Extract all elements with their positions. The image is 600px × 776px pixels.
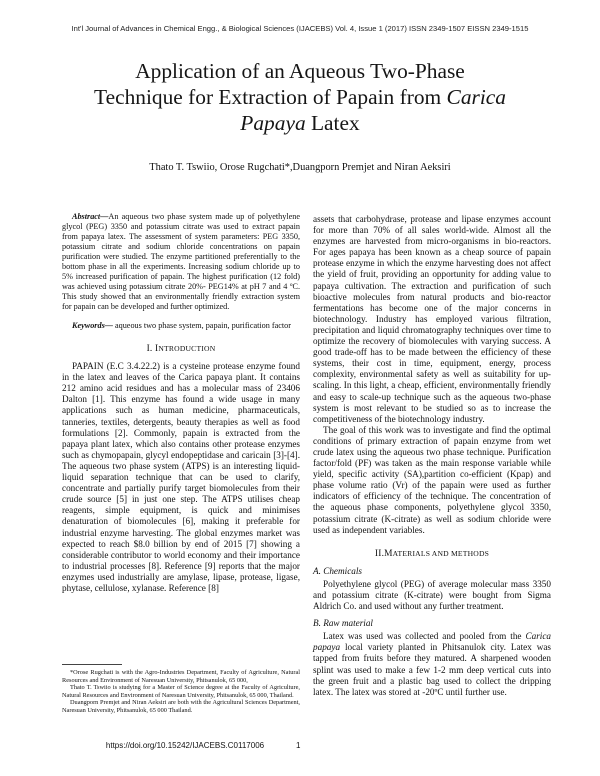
right-column <box>313 214 551 698</box>
page-number: 1 <box>296 741 301 750</box>
footnote-rule <box>62 664 122 665</box>
section-2-title: ATERIALS AND METHODS <box>392 548 490 558</box>
keywords <box>62 321 300 331</box>
title-line-3: Latex <box>305 111 360 135</box>
title-line-2: Technique for Extraction of Papain from <box>94 85 447 109</box>
raw-material-paragraph <box>313 631 551 698</box>
keywords-text: aqueous two phase system, papain, purification factor <box>112 321 291 330</box>
section-2-numeral: II.M <box>374 548 393 559</box>
footnote-3: Duangporn Premjet and Niran Aeksiri are both with the Agricultural Sciences Department, Naresuan University, Phitsanulok, 65 000 Thailand. <box>62 699 300 714</box>
abstract-text: An aqueous two phase system made up of polyethylene glycol (PEG) 3350 and potassium citrate was used to extract papain from papaya latex. The assessment of system parameters: PEG 3350, potassium citrate and sodium chloride concentrations on papain purification were studied. The enzyme partitioned preferentially to the bottom phase in all the experiments. Increasing sodium chloride up to 5% increased purification of papain. The highest purification (12 fold) was achieved using potassium citrate 20%- PEG14% at pH 7 and 4 ºC. This study showed that an environmentally friendly extraction system for papain can be developed and further optimized. <box>62 212 300 311</box>
raw-material-species: Carica papaya <box>313 631 551 653</box>
section-heading-materials <box>313 548 551 560</box>
abstract-label: Abstract— <box>72 212 109 221</box>
doi-link[interactable]: https://doi.org/10.15242/IJACEBS.C0117006 <box>105 741 265 750</box>
chemicals-paragraph: Polyethylene glycol (PEG) of average molecular mass 3350 and potassium citrate (K-citrate) were bought from Sigma Aldrich Co. and used without any further treatment. <box>313 578 551 612</box>
footnote-2: Thato T. Tswiio is studying for a Master of Science degree at the Faculty of Agriculture, Natural Resources and Environment of Naresuan University, Phitsanulok, 65 000, Thailand. <box>62 684 300 699</box>
introduction-paragraph: PAPAIN (E.C 3.4.22.2) is a cysteine protease enzyme found in the latex and leaves of the Carica papaya plant. It contains 212 amino acid residues and has a molecular mass of 23406 Dalton [1]. This enzyme has found a wide usage in many applications such as human medicine, pharmaceuticals, tanneries, textiles, detergents, beauty therapies as well as food formulations [2]. Commonly, papain is extracted from the papaya plant latex, which also contains other protease enzymes such as chymopapain, glycyl endopeptidase and caricain [3]-[4]. The aqueous two phase system (ATPS) is an interesting liquid-liquid separation technique that can be used to clarify, concentrate and partially purify target biomolecules from their crude source [5] in just one step. The ATPS utilises cheap reagents, simple equipment, is quick and minimises denaturation of biomolecules [6], making it preferable for industrial enzyme harvesting. The global enzymes market was expected to reach $8.0 billion by end of 2015 [7] showing a considerable contributor to world economy and their importance to industrial processes [8]. Reference [9] reports that the major enzymes used industrially are amylase, lipase, protease, ligase, phytase, cellulose, xylanase. Reference [8] <box>62 361 300 593</box>
raw-material-text-1: Latex was used was collected and pooled from the <box>323 631 526 642</box>
subsection-raw-material-heading: B. Raw material <box>313 618 373 629</box>
title-line-2-italic: Carica <box>446 85 506 109</box>
introduction-paragraph-continued: assets that carbohydrase, protease and lipase enzymes account for more than 70% of all sales world-wide. Almost all the enzymes are harvested from micro-organisms in bio-reactors. For ages papaya has been known as a cheap source of papain protease enzyme in which the enzyme harvesting does not affect the yield of fruit, providing an opportunity for adding value to papaya cultivation. The extraction and purification of such bioactive molecules from natural products and bio-reactor fermentations has become one of the major concerns in biotechnology. Industry has employed various filtration, precipitation and liquid chromatography techniques over time to optimize the recovery of biomolecules with varying success. A good trade-off has to be made between the efficiency of these systems, their cost in time, equipment, energy, process complexity, environmental safety as well as suitability for up-scaling. In this light, a cheap, efficient, environmentally friendly and easy to scale-up technique such as the aqueous two-phase system is most relevant to be studied so as to increase the competitiveness of the biotechnology industry. <box>313 214 551 424</box>
keywords-label: Keywords— <box>72 321 113 330</box>
abstract <box>62 212 300 312</box>
title-line-1: Application of an Aqueous Two-Phase <box>135 59 465 83</box>
title-line-3-italic: Papaya <box>240 111 306 135</box>
author-list: Thato T. Tswiio, Orose Rugchati*,Duangporn Premjet and Niran Aeksiri <box>149 162 451 173</box>
section-heading-introduction <box>62 343 300 355</box>
footnotes <box>62 664 300 715</box>
running-head: Int'l Journal of Advances in Chemical Engg., & Biological Sciences (IJACEBS) Vol. 4, Issue 1 (2017) ISSN 2349-1507 EISSN 2349-1515 <box>71 24 529 33</box>
left-column <box>62 212 300 594</box>
paper-title <box>60 58 540 136</box>
goal-paragraph: The goal of this work was to investigate and find the optimal conditions of primary extraction of papain enzyme from wet crude latex using the aqueous two phase technique. Purification factor/fold (PF) was taken as the main response variable while yield, specific activity (SA),partition co-efficient (Kpap) and phase volume ratio (Vr) of the papain were used as further indicators of efficiency of the technique. The concentration of the aqueous phase components, polyethylene glycol 3350, potassium citrate (K-citrate) as well as sodium chloride were used as independent variables. <box>313 424 551 535</box>
section-1-numeral: I. I <box>146 344 159 354</box>
raw-material-text-2: local variety planted in Phitsanulok city. Latex was tapped from fruits before they matured. A sharpened wooden splint was used to make a few 1-2 mm deep vertical cuts into the green fruit and a plastic bag used to collect the dripping latex. The latex was stored at -20ºC until further use. <box>313 642 551 697</box>
footnote-1: *Orose Rugchati is with the Agro-Industries Department, Faculty of Agriculture, Natural Resources and Environment of Naresuan University, Phitsanulok, 65 000, <box>62 669 300 684</box>
subsection-chemicals-heading: A. Chemicals <box>313 565 362 576</box>
section-1-title: NTRODUCTION <box>158 344 216 353</box>
